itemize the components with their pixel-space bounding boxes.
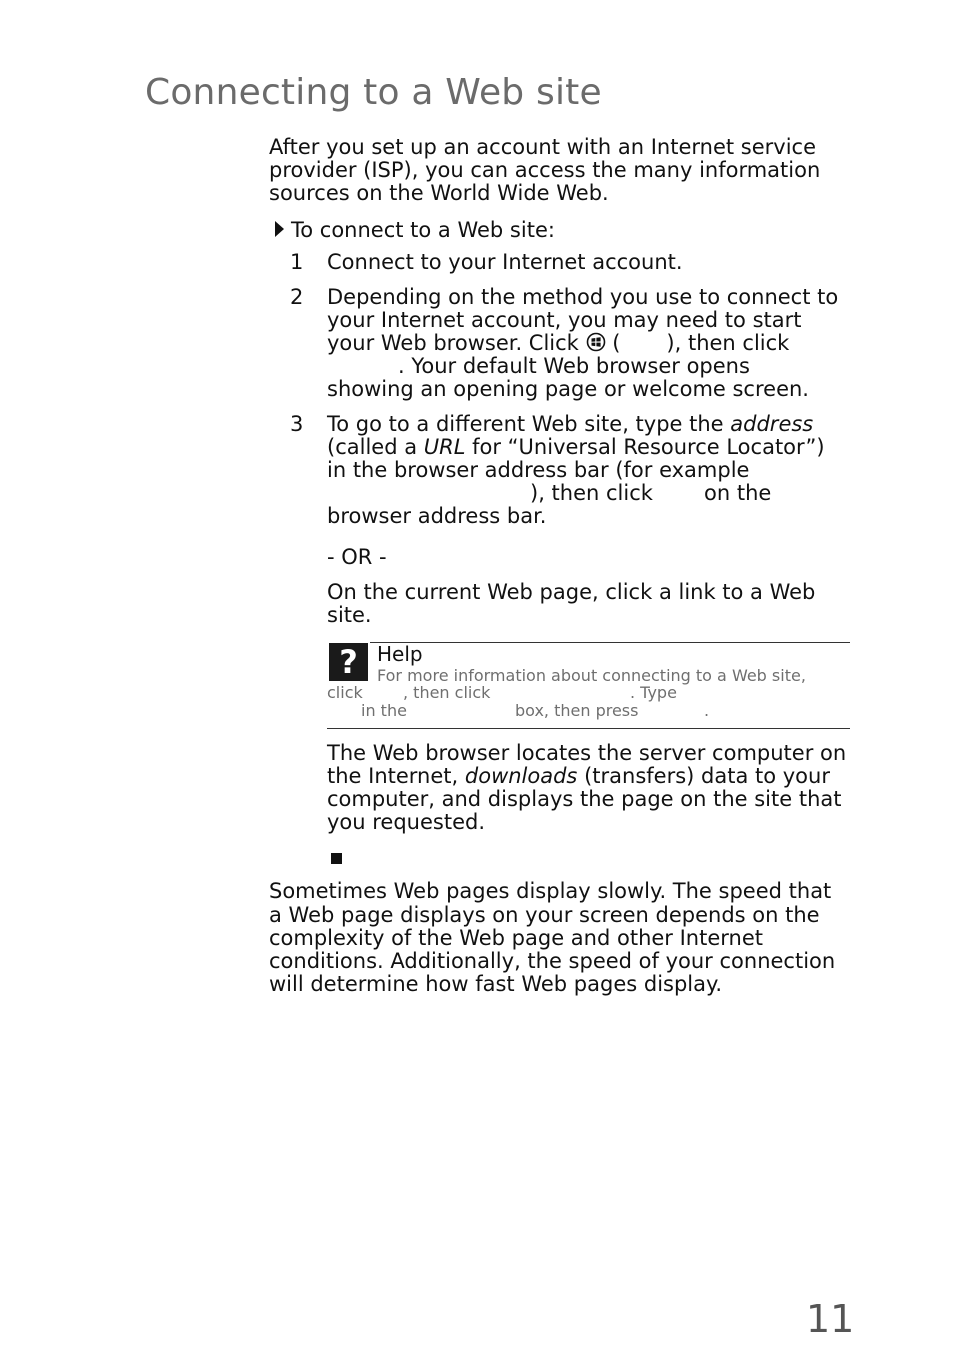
closing-line: a Web page displays on your screen depends on the [269, 903, 820, 927]
alt-step-text: On the current Web page, click a link to a Web [327, 580, 816, 604]
term-downloads: downloads [464, 764, 578, 788]
help-text: For more information about connecting to a Web site, [377, 666, 806, 685]
step-text-segment: for “Universal Resource Locator”) [472, 435, 825, 459]
or-separator: - OR - [327, 545, 387, 569]
end-square-icon [331, 853, 342, 864]
step-number: 2 [290, 285, 304, 309]
alt-step-text: site. [327, 603, 372, 627]
closing-line: conditions. Additionally, the speed of your connection [269, 949, 836, 973]
triangle-right-icon [275, 221, 284, 237]
closing-line: Sometimes Web pages display slowly. The speed that [269, 879, 832, 903]
step-text: ), then click [530, 481, 653, 505]
help-text: . [704, 701, 710, 720]
help-text: in the [361, 701, 407, 720]
windows-start-icon [586, 332, 606, 352]
page-number: 11 [806, 1297, 855, 1341]
result-text: you requested. [327, 810, 486, 834]
result-text-segment: (transfers) data to your [584, 764, 830, 788]
step-text-segment: (called a [327, 435, 418, 459]
help-text: , then click [403, 683, 491, 702]
procedure-heading: To connect to a Web site: [291, 218, 555, 242]
step-number: 3 [290, 412, 304, 436]
help-bottom-rule [327, 728, 850, 729]
intro-line: sources on the World Wide Web. [269, 181, 609, 205]
closing-line: complexity of the Web page and other Internet [269, 926, 763, 950]
result-text-segment: the Internet, [327, 764, 459, 788]
step-text-segment: To go to a different Web site, type the [327, 412, 724, 436]
result-text: The Web browser locates the server computer on [327, 741, 847, 765]
step-text: your Internet account, you may need to start [327, 308, 802, 332]
step-text: . Your default Web browser opens [398, 354, 750, 378]
help-text: . Type [630, 683, 677, 702]
step-text-segment: ), then click [666, 331, 790, 355]
result-text [327, 765, 830, 788]
term-url: URL [423, 435, 466, 459]
help-title: Help [377, 642, 423, 666]
step-text: on the [704, 481, 772, 505]
page-title: Connecting to a Web site [145, 72, 602, 113]
intro-line: After you set up an account with an Internet service [269, 135, 817, 159]
help-text: box, then press [515, 701, 639, 720]
intro-line: provider (ISP), you can access the many information [269, 158, 821, 182]
step-text [327, 413, 813, 436]
step-text [327, 332, 789, 355]
step-text: Depending on the method you use to connect to [327, 285, 839, 309]
step-text: showing an opening page or welcome screen. [327, 377, 809, 401]
help-top-rule [370, 642, 850, 643]
step-text-segment: ( [612, 331, 621, 355]
step-number: 1 [290, 250, 304, 274]
closing-line: will determine how fast Web pages display. [269, 972, 723, 996]
step-text: browser address bar. [327, 504, 547, 528]
help-text: click [327, 683, 363, 702]
result-text: computer, and displays the page on the site that [327, 787, 842, 811]
step-text-segment: your Web browser. Click [327, 331, 579, 355]
help-question-icon: ? [329, 643, 368, 681]
step-text [327, 436, 825, 459]
step-text: Connect to your Internet account. [327, 250, 683, 274]
step-text: in the browser address bar (for example [327, 458, 750, 482]
term-address: address [730, 412, 814, 436]
